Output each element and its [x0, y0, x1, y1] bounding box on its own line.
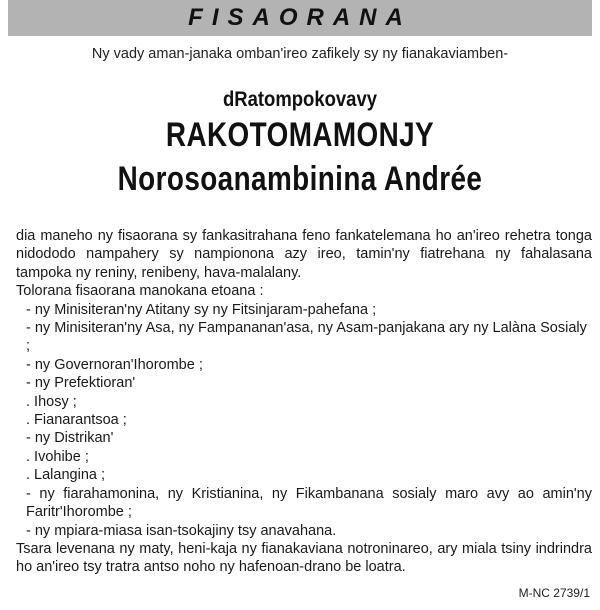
thanks-list	[16, 301, 592, 540]
list-item: - ny Governoran'Ihorombe ;	[26, 356, 203, 373]
closing-paragraph: Tsara levenana ny maty, heni-kaja ny fianakaviana notroninareo, ary miala tsiny indrindra ho an'ireo tsy tratra antso noho ny hafenoan-drano be loatra.	[16, 540, 592, 576]
list-item: - ny Minisiteran'ny Atitany sy ny Fitsinjaram-pahefana ;	[26, 301, 377, 318]
list-item: - ny Minisiteran'ny Asa, ny Fampananan'asa, ny Asam-panjakana ary ny Lalàna Sosialy ;	[26, 320, 587, 355]
list-item: - ny Distrikan'	[26, 430, 114, 447]
list-item: - ny fiarahamonina, ny Kristianina, ny Fikambanana sosialy maro avy ao amin'ny Faritr'Ihorombe ;	[26, 485, 592, 521]
list-intro: Tolorana fisaorana manokana etoana :	[16, 283, 264, 300]
list-item: . Ihosy ;	[26, 393, 77, 410]
notice-title: FISAORANA	[188, 4, 412, 31]
deceased-given-names: Norosoanambinina Andrée	[117, 160, 483, 198]
reference-code: M-NC 2739/1	[518, 586, 590, 600]
thanks-paragraph: dia maneho ny fisaorana sy fankasitrahana feno fankatelemana ho an'ireo rehetra tonga nidododo nampahery sy nampionona azy ireo, tamin'ny fiatrehana ny fahalasana tampoka ny reniny, renibeny, hava-malalany.	[16, 228, 592, 281]
list-item: . Fianarantsoa ;	[26, 412, 127, 429]
header-banner	[8, 0, 592, 36]
deceased-surname: RAKOTOMAMONJY	[165, 116, 435, 154]
list-item: - ny Prefektioran'	[26, 375, 136, 392]
list-item: - ny mpiara-miasa isan-tsokajiny tsy anavahana.	[26, 522, 337, 539]
list-item: . Lalangina ;	[26, 467, 106, 484]
deceased-honorific: dRatompokovavy	[222, 88, 378, 111]
notice-body	[16, 227, 592, 577]
list-item: . Ivohibe ;	[26, 448, 89, 465]
intro-line: Ny vady aman-janaka omban'ireo zafikely sy ny fianakaviamben-	[91, 46, 509, 62]
